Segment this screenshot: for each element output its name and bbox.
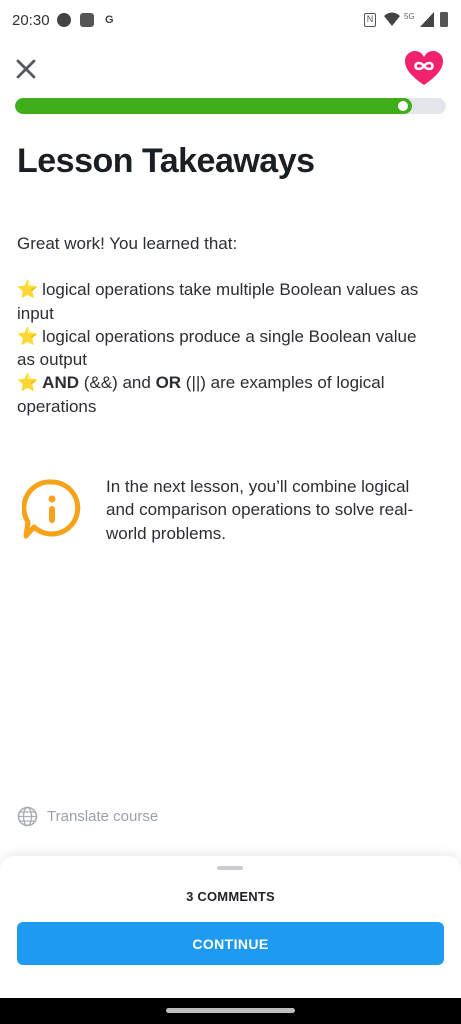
close-icon[interactable]	[12, 55, 40, 83]
status-time: 20:30	[12, 12, 50, 29]
signal-icon	[420, 12, 434, 27]
google-icon: G	[105, 14, 114, 26]
status-bar	[0, 0, 461, 44]
takeaway-item: ⭐ AND (&&) and OR (||) are examples of logical operations	[17, 373, 385, 416]
bottom-sheet	[0, 856, 461, 998]
wifi-icon	[384, 12, 400, 26]
lesson-progress-bar	[15, 98, 446, 114]
nfc-icon: N	[364, 13, 376, 27]
info-text: In the next lesson, you’ll combine logical and comparison operations to solve real-world problems.	[106, 477, 414, 543]
comments-button[interactable]: 3 COMMENTS	[186, 889, 275, 904]
star-icon: ⭐	[17, 326, 39, 346]
sheet-handle[interactable]	[217, 866, 243, 870]
infinite-heart-icon[interactable]	[405, 51, 443, 87]
globe-icon	[17, 806, 38, 827]
progress-indicator-dot	[398, 101, 408, 111]
progress-fill	[15, 98, 412, 114]
info-icon	[22, 478, 82, 540]
system-nav-bar	[0, 998, 461, 1024]
takeaway-item: ⭐ logical operations take multiple Boolean values as input	[17, 280, 419, 323]
star-icon: ⭐	[17, 280, 39, 300]
translate-label: Translate course	[47, 808, 159, 825]
facebook-icon	[57, 13, 71, 27]
network-type: 5G	[404, 12, 415, 21]
translate-course-link[interactable]	[17, 806, 158, 827]
star-icon: ⭐	[17, 373, 39, 393]
continue-button[interactable]: CONTINUE	[17, 922, 444, 965]
page-title: Lesson Takeaways	[17, 142, 315, 180]
takeaway-item: ⭐ logical operations produce a single Boolean value as output	[17, 326, 417, 370]
square-app-icon	[80, 13, 94, 27]
takeaways-text	[17, 232, 437, 418]
battery-icon	[440, 12, 448, 27]
intro-text: Great work! You learned that:	[17, 234, 238, 253]
home-gesture-handle[interactable]	[166, 1008, 295, 1013]
